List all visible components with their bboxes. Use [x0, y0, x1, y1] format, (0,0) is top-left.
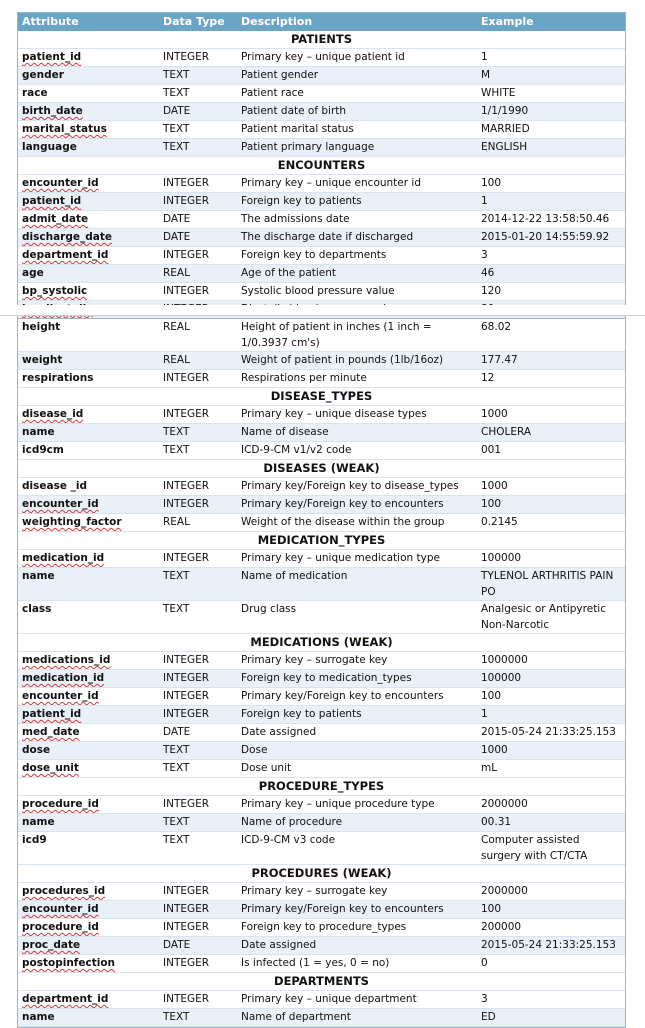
data-type-cell: TEXT: [159, 568, 237, 601]
data-type-cell: DATE: [159, 724, 237, 742]
data-type-cell: INTEGER: [159, 550, 237, 568]
example-cell: 100: [477, 175, 625, 193]
data-type-cell: INTEGER: [159, 652, 237, 670]
attribute-cell: med_date: [18, 724, 159, 742]
example-cell: 68.02: [477, 319, 625, 352]
example-cell: 2000000: [477, 883, 625, 901]
attribute-cell: birth_date: [18, 103, 159, 121]
data-type-cell: INTEGER: [159, 370, 237, 388]
description-cell: ICD-9-CM v1/v2 code: [237, 442, 477, 460]
example-cell: Analgesic or Antipyretic Non-Narcotic: [477, 601, 625, 634]
description-cell: Date assigned: [237, 724, 477, 742]
section-header-row: [18, 532, 625, 550]
data-type-cell: INTEGER: [159, 919, 237, 937]
table-row: [18, 370, 625, 388]
attribute-cell: class: [18, 601, 159, 634]
example-cell: 1/1/1990: [477, 103, 625, 121]
table-row: [18, 193, 625, 211]
attribute-cell: encounter_id: [18, 688, 159, 706]
description-cell: ICD-9-CM v3 code: [237, 832, 477, 865]
data-type-cell: TEXT: [159, 601, 237, 634]
table-row: [18, 139, 625, 157]
example-cell: MARRIED: [477, 121, 625, 139]
data-type-cell: INTEGER: [159, 283, 237, 301]
example-cell: 46: [477, 265, 625, 283]
description-cell: Foreign key to medication_types: [237, 670, 477, 688]
data-type-cell: TEXT: [159, 424, 237, 442]
data-type-cell: REAL: [159, 352, 237, 370]
attribute-cell: department_id: [18, 247, 159, 265]
description-cell: Systolic blood pressure value: [237, 283, 477, 301]
attribute-cell: weight: [18, 352, 159, 370]
example-cell: 2000000: [477, 796, 625, 814]
table-row: [18, 550, 625, 568]
data-type-cell: DATE: [159, 937, 237, 955]
section-header-row: [18, 157, 625, 175]
table-row: [18, 49, 625, 67]
table-row: [18, 352, 625, 370]
table-row: [18, 85, 625, 103]
example-cell: Computer assisted surgery with CT/CTA: [477, 832, 625, 865]
table-row: [18, 478, 625, 496]
section-title: DEPARTMENTS: [18, 973, 625, 991]
attribute-cell: disease_id: [18, 406, 159, 424]
example-cell: 200000: [477, 919, 625, 937]
table-row: [18, 211, 625, 229]
data-type-cell: TEXT: [159, 121, 237, 139]
section-title: MEDICATION_TYPES: [18, 532, 625, 550]
table-row: [18, 319, 625, 352]
example-cell: M: [477, 67, 625, 85]
table-row: [18, 706, 625, 724]
table-row: [18, 742, 625, 760]
attribute-cell: dose_unit: [18, 760, 159, 778]
attribute-cell: procedure_id: [18, 796, 159, 814]
description-cell: Primary key – unique disease types: [237, 406, 477, 424]
schema-table-page-1: [17, 12, 626, 320]
example-cell: 100: [477, 901, 625, 919]
attribute-cell: department_id: [18, 991, 159, 1009]
description-cell: The admissions date: [237, 211, 477, 229]
data-type-cell: INTEGER: [159, 796, 237, 814]
data-type-cell: INTEGER: [159, 955, 237, 973]
table-row: [18, 247, 625, 265]
attribute-cell: age: [18, 265, 159, 283]
example-cell: 1000: [477, 742, 625, 760]
section-header-row: [18, 31, 625, 49]
attribute-cell: encounter_id: [18, 496, 159, 514]
attribute-cell: name: [18, 424, 159, 442]
description-cell: Primary key – unique procedure type: [237, 796, 477, 814]
description-cell: Foreign key to departments: [237, 247, 477, 265]
description-cell: Primary key – unique encounter id: [237, 175, 477, 193]
section-header-row: [18, 865, 625, 883]
header-attribute: Attribute: [18, 13, 159, 31]
table-header-row: [18, 13, 625, 31]
table-row: [18, 991, 625, 1009]
example-cell: 2015-01-20 14:55:59.92: [477, 229, 625, 247]
attribute-cell: procedures_id: [18, 883, 159, 901]
data-type-cell: TEXT: [159, 760, 237, 778]
section-header-row: [18, 778, 625, 796]
data-type-cell: TEXT: [159, 442, 237, 460]
description-cell: Is infected (1 = yes, 0 = no): [237, 955, 477, 973]
table-row: [18, 406, 625, 424]
attribute-cell: postopinfection: [18, 955, 159, 973]
data-type-cell: REAL: [159, 319, 237, 352]
example-cell: WHITE: [477, 85, 625, 103]
description-cell: Name of procedure: [237, 814, 477, 832]
attribute-cell: procedure_id: [18, 919, 159, 937]
table-row: [18, 883, 625, 901]
attribute-cell: patient_id: [18, 706, 159, 724]
data-type-cell: REAL: [159, 265, 237, 283]
table-row: [18, 229, 625, 247]
description-cell: Foreign key to procedure_types: [237, 919, 477, 937]
table-row: [18, 568, 625, 601]
data-type-cell: INTEGER: [159, 496, 237, 514]
example-cell: 1: [477, 193, 625, 211]
data-type-cell: INTEGER: [159, 901, 237, 919]
description-cell: Drug class: [237, 601, 477, 634]
section-header-row: [18, 634, 625, 652]
attribute-cell: proc_date: [18, 937, 159, 955]
section-title: PATIENTS: [18, 31, 625, 49]
table-row: [18, 919, 625, 937]
table-row: [18, 814, 625, 832]
data-type-cell: INTEGER: [159, 175, 237, 193]
schema-table-page-2: [17, 318, 626, 1028]
example-cell: 100000: [477, 550, 625, 568]
section-title: PROCEDURE_TYPES: [18, 778, 625, 796]
description-cell: Primary key/Foreign key to encounters: [237, 688, 477, 706]
example-cell: 00.31: [477, 814, 625, 832]
example-cell: TYLENOL ARTHRITIS PAIN PO: [477, 568, 625, 601]
table-row: [18, 688, 625, 706]
attribute-cell: patient_id: [18, 49, 159, 67]
description-cell: Primary key – surrogate key: [237, 652, 477, 670]
attribute-cell: icd9: [18, 832, 159, 865]
example-cell: 3: [477, 247, 625, 265]
table-row: [18, 514, 625, 532]
attribute-cell: name: [18, 814, 159, 832]
example-cell: mL: [477, 760, 625, 778]
table-row: [18, 67, 625, 85]
section-title: PROCEDURES (WEAK): [18, 865, 625, 883]
description-cell: Weight of patient in pounds (1lb/16oz): [237, 352, 477, 370]
header-data-type: Data Type: [159, 13, 237, 31]
data-type-cell: INTEGER: [159, 991, 237, 1009]
attribute-cell: race: [18, 85, 159, 103]
description-cell: Patient race: [237, 85, 477, 103]
example-cell: 2015-05-24 21:33:25.153: [477, 937, 625, 955]
data-type-cell: TEXT: [159, 139, 237, 157]
data-type-cell: INTEGER: [159, 49, 237, 67]
attribute-cell: encounter_id: [18, 175, 159, 193]
example-cell: 001: [477, 442, 625, 460]
description-cell: Primary key – unique department: [237, 991, 477, 1009]
table-row: [18, 1009, 625, 1027]
data-type-cell: TEXT: [159, 742, 237, 760]
data-type-cell: DATE: [159, 211, 237, 229]
example-cell: 0: [477, 955, 625, 973]
example-cell: 177.47: [477, 352, 625, 370]
description-cell: Dose: [237, 742, 477, 760]
description-cell: Primary key/Foreign key to disease_types: [237, 478, 477, 496]
attribute-cell: admit_date: [18, 211, 159, 229]
description-cell: Primary key/Foreign key to encounters: [237, 496, 477, 514]
description-cell: Foreign key to patients: [237, 193, 477, 211]
attribute-cell: encounter_id: [18, 901, 159, 919]
attribute-cell: discharge_date: [18, 229, 159, 247]
data-type-cell: INTEGER: [159, 670, 237, 688]
attribute-cell: gender: [18, 67, 159, 85]
table-body: [18, 31, 625, 319]
table-row: [18, 955, 625, 973]
description-cell: Height of patient in inches (1 inch = 1/0.3937 cm's): [237, 319, 477, 352]
attribute-cell: weighting_factor: [18, 514, 159, 532]
data-type-cell: REAL: [159, 514, 237, 532]
attribute-cell: medication_id: [18, 550, 159, 568]
header-description: Description: [237, 13, 477, 31]
description-cell: Foreign key to patients: [237, 706, 477, 724]
description-cell: Primary key – surrogate key: [237, 883, 477, 901]
section-header-row: [18, 388, 625, 406]
example-cell: CHOLERA: [477, 424, 625, 442]
table-row: [18, 670, 625, 688]
page-break: [0, 305, 645, 316]
example-cell: 1000000: [477, 652, 625, 670]
attribute-cell: name: [18, 568, 159, 601]
description-cell: Weight of the disease within the group: [237, 514, 477, 532]
table-row: [18, 496, 625, 514]
example-cell: 1: [477, 49, 625, 67]
attribute-cell: bp_systolic: [18, 283, 159, 301]
data-type-cell: INTEGER: [159, 688, 237, 706]
description-cell: Respirations per minute: [237, 370, 477, 388]
attribute-cell: respirations: [18, 370, 159, 388]
table-row: [18, 832, 625, 865]
table-row: [18, 937, 625, 955]
data-type-cell: INTEGER: [159, 247, 237, 265]
attribute-cell: name: [18, 1009, 159, 1027]
attribute-cell: medications_id: [18, 652, 159, 670]
table-row: [18, 796, 625, 814]
data-type-cell: TEXT: [159, 67, 237, 85]
table-row: [18, 724, 625, 742]
example-cell: 2015-05-24 21:33:25.153: [477, 724, 625, 742]
example-cell: 1: [477, 706, 625, 724]
attribute-cell: dose: [18, 742, 159, 760]
description-cell: Age of the patient: [237, 265, 477, 283]
attribute-cell: disease _id: [18, 478, 159, 496]
section-title: DISEASES (WEAK): [18, 460, 625, 478]
data-type-cell: INTEGER: [159, 706, 237, 724]
table-row: [18, 760, 625, 778]
section-header-row: [18, 460, 625, 478]
description-cell: Patient gender: [237, 67, 477, 85]
section-title: ENCOUNTERS: [18, 157, 625, 175]
description-cell: Primary key – unique patient id: [237, 49, 477, 67]
example-cell: 2014-12-22 13:58:50.46: [477, 211, 625, 229]
description-cell: The discharge date if discharged: [237, 229, 477, 247]
section-title: DISEASE_TYPES: [18, 388, 625, 406]
header-example: Example: [477, 13, 625, 31]
description-cell: Name of department: [237, 1009, 477, 1027]
description-cell: Patient date of birth: [237, 103, 477, 121]
attribute-cell: height: [18, 319, 159, 352]
example-cell: ENGLISH: [477, 139, 625, 157]
table-row: [18, 652, 625, 670]
example-cell: 100000: [477, 670, 625, 688]
data-type-cell: TEXT: [159, 814, 237, 832]
description-cell: Name of disease: [237, 424, 477, 442]
table-row: [18, 424, 625, 442]
attribute-cell: patient_id: [18, 193, 159, 211]
data-type-cell: TEXT: [159, 85, 237, 103]
section-header-row: [18, 973, 625, 991]
table-row: [18, 283, 625, 301]
attribute-cell: marital_status: [18, 121, 159, 139]
table-body: [18, 319, 625, 1027]
description-cell: Primary key/Foreign key to encounters: [237, 901, 477, 919]
attribute-cell: medication_id: [18, 670, 159, 688]
section-title: MEDICATIONS (WEAK): [18, 634, 625, 652]
example-cell: 120: [477, 283, 625, 301]
table-row: [18, 175, 625, 193]
description-cell: Dose unit: [237, 760, 477, 778]
example-cell: ED: [477, 1009, 625, 1027]
data-type-cell: DATE: [159, 229, 237, 247]
attribute-cell: icd9cm: [18, 442, 159, 460]
description-cell: Patient marital status: [237, 121, 477, 139]
example-cell: 1000: [477, 406, 625, 424]
example-cell: 3: [477, 991, 625, 1009]
description-cell: Name of medication: [237, 568, 477, 601]
example-cell: 100: [477, 496, 625, 514]
data-type-cell: DATE: [159, 103, 237, 121]
attribute-cell: language: [18, 139, 159, 157]
data-type-cell: INTEGER: [159, 478, 237, 496]
data-type-cell: INTEGER: [159, 406, 237, 424]
table-row: [18, 265, 625, 283]
description-cell: Primary key – unique medication type: [237, 550, 477, 568]
data-type-cell: INTEGER: [159, 193, 237, 211]
table-row: [18, 442, 625, 460]
data-type-cell: TEXT: [159, 1009, 237, 1027]
table-row: [18, 901, 625, 919]
table-row: [18, 121, 625, 139]
example-cell: 100: [477, 688, 625, 706]
data-type-cell: INTEGER: [159, 883, 237, 901]
example-cell: 1000: [477, 478, 625, 496]
table-row: [18, 103, 625, 121]
example-cell: 0.2145: [477, 514, 625, 532]
data-type-cell: TEXT: [159, 832, 237, 865]
description-cell: Patient primary language: [237, 139, 477, 157]
table-row: [18, 601, 625, 634]
description-cell: Date assigned: [237, 937, 477, 955]
example-cell: 12: [477, 370, 625, 388]
